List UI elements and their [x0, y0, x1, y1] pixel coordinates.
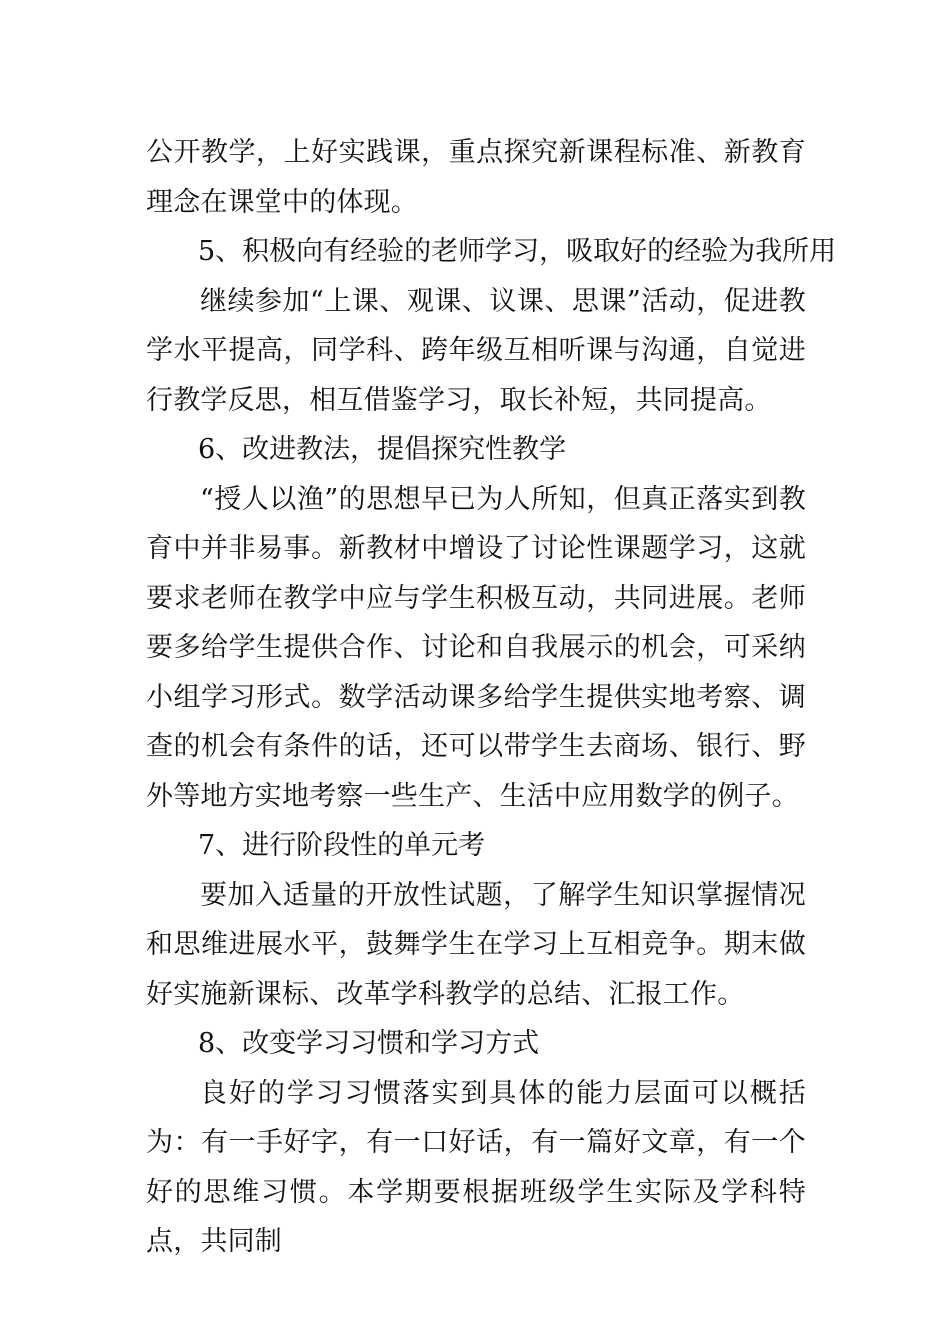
heading-section-6: 6、改进教法，提倡探究性教学	[198, 434, 567, 465]
paragraph-section-7: 要加入适量的开放性试题，了解学生知识掌握情况和思维进展水平，鼓舞学生在学习上互相竞争。期末做好实施新课标、改革学科教学的总结、汇报工作。	[146, 879, 806, 1010]
heading-section-7: 7、进行阶段性的单元考	[198, 830, 486, 861]
paragraph-section-6: “授人以渔”的思想早已为人所知，但真正落实到教育中并非易事。新教材中增设了讨论性课题学习，这就要求老师在教学中应与学生积极互动，共同进展。老师要多给学生提供合作、讨论和自我展示的机会，可采纳小组学习形式。数学活动课多给学生提供实地考察、调查的机会有条件的话，还可以带学生去商场、银行、野外等地方实地考察一些生产、生活中应用数学的例子。	[146, 483, 806, 812]
paragraph-section-5: 继续参加“上课、观课、议课、思课”活动，促进教学水平提高，同学科、跨年级互相听课与沟通，自觉进行教学反思，相互借鉴学习，取长补短，共同提高。	[146, 285, 806, 416]
paragraph-open-teaching: 公开教学，上好实践课，重点探究新课程标准、新教育理念在课堂中的体现。	[146, 137, 806, 218]
paragraph-section-8: 良好的学习习惯落实到具体的能力层面可以概括为：有一手好字，有一口好话，有一篇好文章，有一个好的思维习惯。本学期要根据班级学生实际及学科特点，共同制	[146, 1077, 806, 1257]
document-body	[146, 128, 837, 1267]
heading-section-8: 8、改变学习习惯和学习方式	[198, 1028, 540, 1059]
heading-section-5: 5、积极向有经验的老师学习，吸取好的经验为我所用	[198, 236, 837, 267]
